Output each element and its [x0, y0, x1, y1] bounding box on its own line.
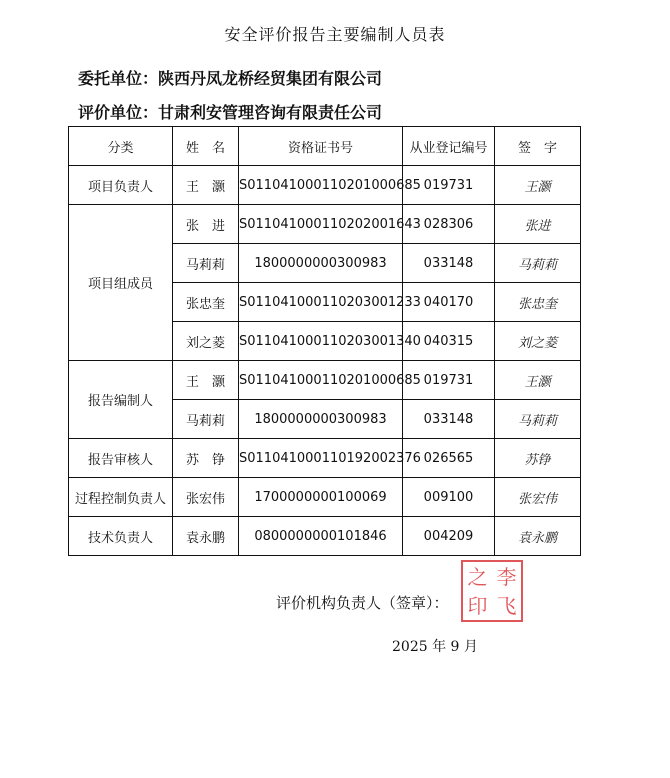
- registration-cell: 033148: [403, 244, 495, 283]
- signature-cell: 王灏: [495, 361, 581, 400]
- category-cell: 技术负责人: [69, 517, 173, 556]
- stamp-char: 之: [467, 564, 488, 589]
- name-cell: 苏 铮: [173, 439, 239, 478]
- stamp-char: 飞: [496, 593, 517, 618]
- name-cell: 刘之菱: [173, 322, 239, 361]
- certificate-cell: S011041000110201000685: [239, 166, 403, 205]
- registration-cell: 026565: [403, 439, 495, 478]
- name-cell: 王 灏: [173, 166, 239, 205]
- certificate-cell: S011041000110192002376: [239, 439, 403, 478]
- name-cell: 张宏伟: [173, 478, 239, 517]
- document-title: 安全评价报告主要编制人员表: [224, 25, 446, 44]
- certificate-cell: 1800000000300983: [239, 400, 403, 439]
- name-cell: 张忠奎: [173, 283, 239, 322]
- category-cell: 过程控制负责人: [69, 478, 173, 517]
- table-row: [69, 517, 581, 556]
- seal-stamp: [461, 560, 523, 622]
- registration-cell: 028306: [403, 205, 495, 244]
- registration-cell: 040315: [403, 322, 495, 361]
- table-row: [69, 166, 581, 205]
- certificate-cell: S011041000110203001340: [239, 322, 403, 361]
- name-cell: 马莉莉: [173, 244, 239, 283]
- table-header-row: [69, 127, 581, 166]
- signature-cell: 袁永鹏: [495, 517, 581, 556]
- signature-cell: 张进: [495, 205, 581, 244]
- assessor-unit-line: 评价单位：甘肃利安管理咨询有限责任公司: [78, 103, 383, 122]
- category-cell: 项目负责人: [69, 166, 173, 205]
- registration-cell: 040170: [403, 283, 495, 322]
- category-cell: 报告编制人: [69, 361, 173, 439]
- category-cell: 项目组成员: [69, 205, 173, 361]
- signature-cell: 马莉莉: [495, 244, 581, 283]
- table-row: [69, 205, 581, 244]
- certificate-cell: 1800000000300983: [239, 244, 403, 283]
- certificate-cell: S011041000110201000685: [239, 361, 403, 400]
- category-cell: 报告审核人: [69, 439, 173, 478]
- registration-cell: 004209: [403, 517, 495, 556]
- table-row: [69, 478, 581, 517]
- name-cell: 马莉莉: [173, 400, 239, 439]
- header-category: 分类: [69, 127, 173, 166]
- signature-cell: 刘之菱: [495, 322, 581, 361]
- name-cell: 袁永鹏: [173, 517, 239, 556]
- name-cell: 王 灏: [173, 361, 239, 400]
- signature-cell: 苏铮: [495, 439, 581, 478]
- signature-cell: 马莉莉: [495, 400, 581, 439]
- name-cell: 张 进: [173, 205, 239, 244]
- stamp-char: 印: [467, 593, 488, 618]
- registration-cell: 019731: [403, 361, 495, 400]
- certificate-cell: 1700000000100069: [239, 478, 403, 517]
- header-signature: 签 字: [495, 127, 581, 166]
- responsible-person-label: 评价机构负责人（签章）：: [276, 594, 449, 612]
- registration-cell: 009100: [403, 478, 495, 517]
- document-date: 2025 年 9 月: [392, 639, 478, 655]
- signature-cell: 张宏伟: [495, 478, 581, 517]
- certificate-cell: S011041000110202001643: [239, 205, 403, 244]
- header-name: 姓 名: [173, 127, 239, 166]
- registration-cell: 019731: [403, 166, 495, 205]
- client-unit-line: 委托单位：陕西丹凤龙桥经贸集团有限公司: [78, 69, 383, 88]
- table-row: [69, 361, 581, 400]
- table-row: [69, 439, 581, 478]
- certificate-cell: S011041000110203001233: [239, 283, 403, 322]
- header-registration: 从业登记编号: [403, 127, 495, 166]
- registration-cell: 033148: [403, 400, 495, 439]
- signature-cell: 王灏: [495, 166, 581, 205]
- personnel-table: [68, 126, 581, 556]
- certificate-cell: 0800000000101846: [239, 517, 403, 556]
- stamp-char: 李: [496, 564, 517, 589]
- signature-cell: 张忠奎: [495, 283, 581, 322]
- header-certificate: 资格证书号: [239, 127, 403, 166]
